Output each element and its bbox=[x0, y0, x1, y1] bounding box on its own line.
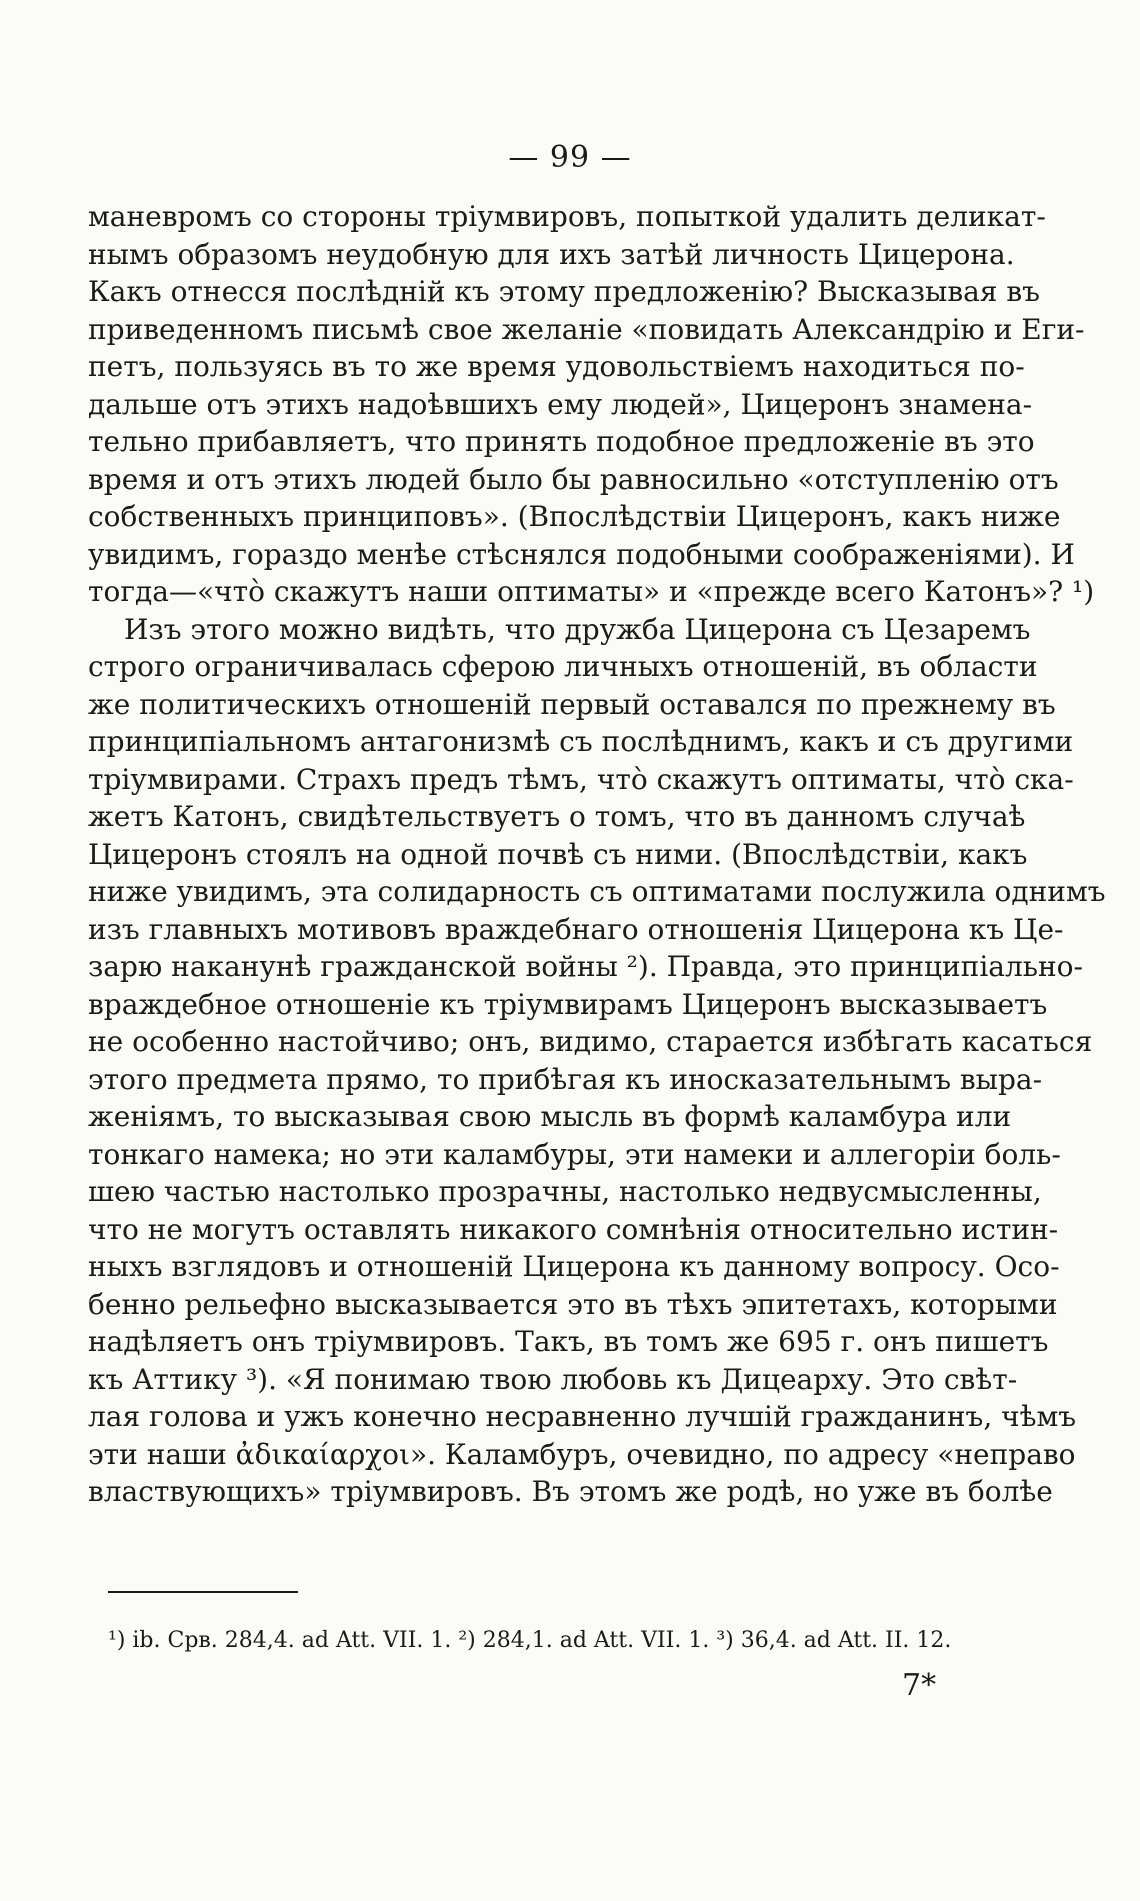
text-line: же политическихъ отношеній первый оставался по прежнему въ bbox=[88, 687, 1056, 721]
text-line: тріумвирами. Страхъ предъ тѣмъ, что̀ скажутъ оптиматы, что̀ ска- bbox=[88, 762, 1074, 796]
text-line: Какъ отнесся послѣдній къ этому предложенію? Высказывая въ bbox=[88, 275, 1040, 308]
text-line: тонкаго намека; но эти каламбуры, эти намеки и аллегоріи боль- bbox=[88, 1137, 1061, 1171]
text-line: тельно прибавляетъ, что принять подобное предложеніе въ это bbox=[88, 425, 1035, 458]
text-line: женіямъ, то высказывая свою мысль въ формѣ каламбура или bbox=[88, 1100, 1012, 1133]
text-line: маневромъ со стороны тріумвировъ, попыткой удалить деликат- bbox=[88, 200, 1046, 233]
text-line: собственныхъ принциповъ». (Впослѣдствіи Цицеронъ, какъ ниже bbox=[88, 500, 1061, 533]
text-line: враждебное отношеніе къ тріумвирамъ Цицеронъ высказываетъ bbox=[88, 987, 1048, 1021]
text-line: строго ограничивалась сферою личныхъ отношеній, въ области bbox=[88, 650, 1038, 683]
text-line: ныхъ взглядовъ и отношеній Цицерона къ данному вопросу. Осо- bbox=[88, 1250, 1060, 1283]
text-line: ниже увидимъ, эта солидарность съ оптиматами послужила однимъ bbox=[88, 875, 1106, 908]
text-line: не особенно настойчиво; онъ, видимо, старается избѣгать касаться bbox=[88, 1025, 1093, 1058]
text-line: дальше отъ этихъ надоѣвшихъ ему людей», Цицеронъ знамена- bbox=[88, 387, 1033, 421]
signature-mark: 7* bbox=[902, 1668, 937, 1703]
text-line: зарю наканунѣ гражданской войны ²). Правда, это принципіально- bbox=[88, 950, 1083, 983]
text-line: шею частью настолько прозрачны, настолько недвусмысленны, bbox=[88, 1175, 1042, 1208]
text-line: этого предмета прямо, то прибѣгая къ иносказательнымъ выра- bbox=[88, 1062, 1043, 1096]
footnote-separator bbox=[108, 1591, 298, 1593]
text-line: властвующихъ» тріумвировъ. Въ этомъ же родѣ, но уже въ болѣе bbox=[88, 1475, 1053, 1508]
text-line: изъ главныхъ мотивовъ враждебнаго отношенія Цицерона къ Це- bbox=[88, 912, 1064, 946]
text-line: время и отъ этихъ людей было бы равносильно «отступленію отъ bbox=[88, 462, 1059, 496]
body-text bbox=[88, 198, 1106, 1511]
text-line: принципіальномъ антагонизмѣ съ послѣднимъ, какъ и съ другими bbox=[88, 725, 1074, 758]
text-line: Изъ этого можно видѣть, что дружба Цицерона съ Цезаремъ bbox=[124, 612, 1031, 646]
footnotes: ¹) ib. Срв. 284,4. ad Att. VII. 1. ²) 284,1. ad Att. VII. 1. ³) 36,4. ad Att. II. 12. bbox=[108, 1628, 952, 1653]
text-line: приведенномъ письмѣ свое желаніе «повидать Александрію и Еги- bbox=[88, 312, 1085, 346]
text-line: нымъ образомъ неудобную для ихъ затѣй личность Цицерона. bbox=[88, 237, 1015, 271]
page-number: — 99 — bbox=[508, 140, 632, 175]
text-line: къ Аттику ³). «Я понимаю твою любовь къ Дицеарху. Это свѣт- bbox=[88, 1362, 1018, 1396]
text-line: что не могутъ оставлять никакого сомнѣнія относительно истин- bbox=[88, 1212, 1059, 1246]
text-line: увидимъ, гораздо менѣе стѣснялся подобными соображеніями). И bbox=[88, 537, 1075, 571]
text-line: жетъ Катонъ, свидѣтельствуетъ о томъ, что въ данномъ случаѣ bbox=[88, 800, 1026, 833]
text-line: бенно рельефно высказывается это въ тѣхъ эпитетахъ, которыми bbox=[88, 1287, 1058, 1321]
text-line: эти наши ἀδικαίαρχοι». Каламбуръ, очевидно, по адресу «неправо bbox=[88, 1437, 1076, 1471]
text-line: лая голова и ужъ конечно несравненно лучшій гражданинъ, чѣмъ bbox=[88, 1400, 1077, 1433]
text-line: надѣляетъ онъ тріумвировъ. Такъ, въ томъ же 695 г. онъ пишетъ bbox=[88, 1325, 1049, 1358]
text-line: петъ, пользуясь въ то же время удовольствіемъ находиться по- bbox=[88, 350, 1025, 383]
text-line: Цицеронъ стоялъ на одной почвѣ съ ними. (Впослѣдствіи, какъ bbox=[88, 837, 1028, 871]
text-line: тогда—«что̀ скажутъ наши оптиматы» и «прежде всего Катонъ»? ¹) bbox=[88, 575, 1095, 608]
